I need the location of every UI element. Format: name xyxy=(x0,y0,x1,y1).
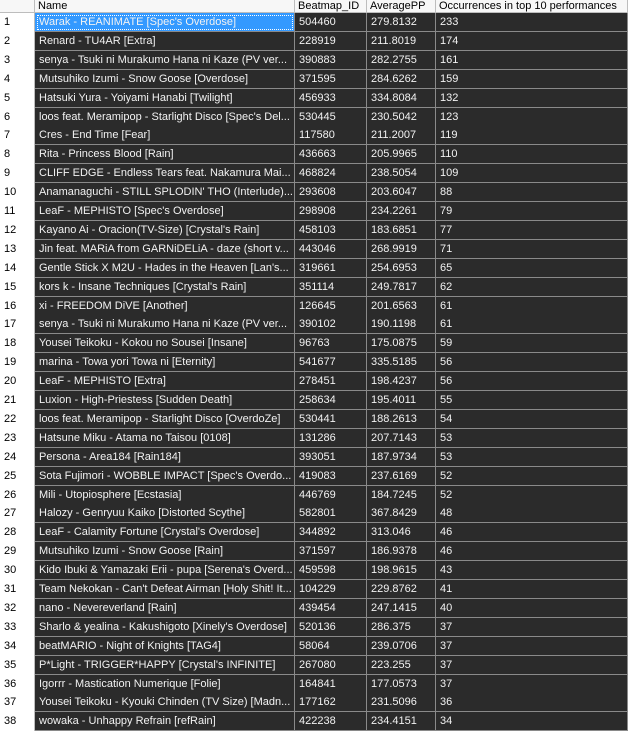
cell-name[interactable]: Yousei Teikoku - Kyouki Chinden (TV Size) [Madn... xyxy=(35,693,295,712)
cell-average-pp[interactable]: 184.7245 xyxy=(367,486,436,505)
cell-average-pp[interactable]: 190.1198 xyxy=(367,315,436,334)
cell-average-pp[interactable]: 230.5042 xyxy=(367,108,436,127)
cell-name[interactable]: kors k - Insane Techniques [Crystal's Rain] xyxy=(35,278,295,297)
row-number[interactable]: 32 xyxy=(0,599,35,618)
cell-beatmap-id[interactable]: 443046 xyxy=(295,240,367,259)
cell-occurrences[interactable]: 48 xyxy=(436,504,628,523)
table-row[interactable] xyxy=(0,637,628,656)
cell-beatmap-id[interactable]: 530441 xyxy=(295,410,367,429)
cell-average-pp[interactable]: 254.6953 xyxy=(367,259,436,278)
row-number[interactable]: 18 xyxy=(0,334,35,353)
row-number[interactable]: 17 xyxy=(0,315,35,334)
cell-occurrences[interactable]: 79 xyxy=(436,202,628,221)
cell-beatmap-id[interactable]: 351114 xyxy=(295,278,367,297)
cell-average-pp[interactable]: 238.5054 xyxy=(367,164,436,183)
cell-beatmap-id[interactable]: 582801 xyxy=(295,504,367,523)
cell-beatmap-id[interactable]: 446769 xyxy=(295,486,367,505)
cell-average-pp[interactable]: 183.6851 xyxy=(367,221,436,240)
table-row[interactable] xyxy=(0,656,628,675)
table-row[interactable] xyxy=(0,353,628,372)
table-row[interactable] xyxy=(0,467,628,486)
cell-beatmap-id[interactable]: 267080 xyxy=(295,656,367,675)
cell-occurrences[interactable]: 36 xyxy=(436,693,628,712)
cell-name[interactable]: Hatsuki Yura - Yoiyami Hanabi [Twilight] xyxy=(35,89,295,108)
table-row[interactable] xyxy=(0,542,628,561)
cell-occurrences[interactable]: 46 xyxy=(436,542,628,561)
cell-beatmap-id[interactable]: 436663 xyxy=(295,145,367,164)
cell-beatmap-id[interactable]: 419083 xyxy=(295,467,367,486)
table-row[interactable] xyxy=(0,89,628,108)
column-header-average-pp[interactable]: AveragePP xyxy=(367,0,436,13)
row-number[interactable]: 22 xyxy=(0,410,35,429)
cell-average-pp[interactable]: 205.9965 xyxy=(367,145,436,164)
column-header-occurrences[interactable]: Occurrences in top 10 performances xyxy=(436,0,628,13)
cell-occurrences[interactable]: 34 xyxy=(436,712,628,731)
cell-average-pp[interactable]: 198.4237 xyxy=(367,372,436,391)
row-number[interactable]: 12 xyxy=(0,221,35,240)
cell-occurrences[interactable]: 37 xyxy=(436,637,628,656)
row-number[interactable]: 25 xyxy=(0,467,35,486)
cell-average-pp[interactable]: 279.8132 xyxy=(367,13,436,32)
cell-beatmap-id[interactable]: 530445 xyxy=(295,108,367,127)
table-row[interactable] xyxy=(0,561,628,580)
cell-occurrences[interactable]: 37 xyxy=(436,618,628,637)
table-row[interactable] xyxy=(0,70,628,89)
cell-occurrences[interactable]: 37 xyxy=(436,656,628,675)
cell-occurrences[interactable]: 61 xyxy=(436,297,628,316)
cell-occurrences[interactable]: 159 xyxy=(436,70,628,89)
cell-beatmap-id[interactable]: 390102 xyxy=(295,315,367,334)
cell-occurrences[interactable]: 161 xyxy=(436,51,628,70)
table-row[interactable] xyxy=(0,278,628,297)
row-number[interactable]: 35 xyxy=(0,656,35,675)
table-row[interactable] xyxy=(0,372,628,391)
cell-beatmap-id[interactable]: 422238 xyxy=(295,712,367,731)
cell-occurrences[interactable]: 53 xyxy=(436,429,628,448)
row-number[interactable]: 28 xyxy=(0,523,35,542)
row-number[interactable]: 1 xyxy=(0,13,35,32)
column-header-name[interactable]: Name xyxy=(35,0,295,13)
row-number[interactable]: 6 xyxy=(0,108,35,127)
cell-average-pp[interactable]: 268.9919 xyxy=(367,240,436,259)
cell-name[interactable]: Anamanaguchi - STILL SPLODIN' THO (Interlude)... xyxy=(35,183,295,202)
cell-occurrences[interactable]: 119 xyxy=(436,126,628,145)
cell-name[interactable]: Igorrr - Mastication Numerique [Folie] xyxy=(35,675,295,694)
cell-beatmap-id[interactable]: 344892 xyxy=(295,523,367,542)
cell-name[interactable]: beatMARIO - Night of Knights [TAG4] xyxy=(35,637,295,656)
cell-average-pp[interactable]: 177.0573 xyxy=(367,675,436,694)
cell-occurrences[interactable]: 59 xyxy=(436,334,628,353)
cell-average-pp[interactable]: 211.8019 xyxy=(367,32,436,51)
cell-beatmap-id[interactable]: 439454 xyxy=(295,599,367,618)
cell-name[interactable]: LeaF - MEPHISTO [Extra] xyxy=(35,372,295,391)
row-number[interactable]: 38 xyxy=(0,712,35,731)
column-header-beatmap-id[interactable]: Beatmap_ID xyxy=(295,0,367,13)
cell-name[interactable]: senya - Tsuki ni Murakumo Hana ni Kaze (PV ver... xyxy=(35,315,295,334)
cell-beatmap-id[interactable]: 456933 xyxy=(295,89,367,108)
cell-name[interactable]: Kido Ibuki & Yamazaki Erii - pupa [Serena's Overd... xyxy=(35,561,295,580)
cell-average-pp[interactable]: 313.046 xyxy=(367,523,436,542)
row-number[interactable]: 23 xyxy=(0,429,35,448)
row-number[interactable]: 24 xyxy=(0,448,35,467)
cell-beatmap-id[interactable]: 459598 xyxy=(295,561,367,580)
row-number[interactable]: 10 xyxy=(0,183,35,202)
cell-beatmap-id[interactable]: 258634 xyxy=(295,391,367,410)
cell-name[interactable]: nano - Nevereverland [Rain] xyxy=(35,599,295,618)
cell-beatmap-id[interactable]: 228919 xyxy=(295,32,367,51)
cell-occurrences[interactable]: 37 xyxy=(436,675,628,694)
row-number[interactable]: 34 xyxy=(0,637,35,656)
cell-average-pp[interactable]: 201.6563 xyxy=(367,297,436,316)
cell-occurrences[interactable]: 174 xyxy=(436,32,628,51)
cell-occurrences[interactable]: 65 xyxy=(436,259,628,278)
cell-average-pp[interactable]: 223.255 xyxy=(367,656,436,675)
row-number[interactable]: 2 xyxy=(0,32,35,51)
cell-name[interactable]: senya - Tsuki ni Murakumo Hana ni Kaze (PV ver... xyxy=(35,51,295,70)
table-row[interactable] xyxy=(0,145,628,164)
cell-average-pp[interactable]: 195.4011 xyxy=(367,391,436,410)
row-number[interactable]: 21 xyxy=(0,391,35,410)
cell-average-pp[interactable]: 284.6262 xyxy=(367,70,436,89)
cell-name[interactable]: Mutsuhiko Izumi - Snow Goose [Overdose] xyxy=(35,70,295,89)
cell-beatmap-id[interactable]: 58064 xyxy=(295,637,367,656)
cell-name[interactable]: Cres - End Time [Fear] xyxy=(35,126,295,145)
cell-beatmap-id[interactable]: 117580 xyxy=(295,126,367,145)
cell-beatmap-id[interactable]: 390883 xyxy=(295,51,367,70)
row-number[interactable]: 20 xyxy=(0,372,35,391)
cell-name[interactable]: P*Light - TRIGGER*HAPPY [Crystal's INFINITE] xyxy=(35,656,295,675)
cell-name[interactable]: Hatsune Miku - Atama no Taisou [0108] xyxy=(35,429,295,448)
cell-occurrences[interactable]: 123 xyxy=(436,108,628,127)
row-number[interactable]: 9 xyxy=(0,164,35,183)
cell-beatmap-id[interactable]: 131286 xyxy=(295,429,367,448)
cell-occurrences[interactable]: 55 xyxy=(436,391,628,410)
cell-occurrences[interactable]: 52 xyxy=(436,467,628,486)
cell-beatmap-id[interactable]: 541677 xyxy=(295,353,367,372)
cell-occurrences[interactable]: 71 xyxy=(436,240,628,259)
cell-average-pp[interactable]: 187.9734 xyxy=(367,448,436,467)
table-row[interactable] xyxy=(0,13,628,32)
row-number[interactable]: 3 xyxy=(0,51,35,70)
cell-beatmap-id[interactable]: 298908 xyxy=(295,202,367,221)
table-row[interactable] xyxy=(0,599,628,618)
cell-occurrences[interactable]: 54 xyxy=(436,410,628,429)
cell-average-pp[interactable]: 335.5185 xyxy=(367,353,436,372)
cell-average-pp[interactable]: 239.0706 xyxy=(367,637,436,656)
cell-beatmap-id[interactable]: 371597 xyxy=(295,542,367,561)
cell-average-pp[interactable]: 237.6169 xyxy=(367,467,436,486)
cell-name[interactable]: Persona - Area184 [Rain184] xyxy=(35,448,295,467)
cell-occurrences[interactable]: 43 xyxy=(436,561,628,580)
table-row[interactable] xyxy=(0,126,628,145)
cell-name[interactable]: LeaF - MEPHISTO [Spec's Overdose] xyxy=(35,202,295,221)
cell-occurrences[interactable]: 62 xyxy=(436,278,628,297)
cell-occurrences[interactable]: 46 xyxy=(436,523,628,542)
cell-name[interactable]: Team Nekokan - Can't Defeat Airman [Holy Shit! It... xyxy=(35,580,295,599)
row-number[interactable]: 14 xyxy=(0,259,35,278)
cell-name[interactable]: Sharlo & yealina - Kakushigoto [Xinely's Overdose] xyxy=(35,618,295,637)
table-row[interactable] xyxy=(0,486,628,505)
cell-beatmap-id[interactable]: 126645 xyxy=(295,297,367,316)
table-row[interactable] xyxy=(0,618,628,637)
table-row[interactable] xyxy=(0,429,628,448)
table-row[interactable] xyxy=(0,32,628,51)
row-number[interactable]: 29 xyxy=(0,542,35,561)
cell-name[interactable]: Jin feat. MARiA from GARNiDELiA - daze (short v... xyxy=(35,240,295,259)
row-number[interactable]: 37 xyxy=(0,693,35,712)
cell-average-pp[interactable]: 282.2755 xyxy=(367,51,436,70)
cell-name[interactable]: loos feat. Meramipop - Starlight Disco [Spec's Del... xyxy=(35,108,295,127)
cell-average-pp[interactable]: 367.8429 xyxy=(367,504,436,523)
cell-name[interactable]: Mutsuhiko Izumi - Snow Goose [Rain] xyxy=(35,542,295,561)
table-row[interactable] xyxy=(0,108,628,127)
row-number[interactable]: 5 xyxy=(0,89,35,108)
table-row[interactable] xyxy=(0,315,628,334)
row-number[interactable]: 15 xyxy=(0,278,35,297)
header-row xyxy=(0,0,628,13)
cell-beatmap-id[interactable]: 278451 xyxy=(295,372,367,391)
cell-occurrences[interactable]: 53 xyxy=(436,448,628,467)
cell-name[interactable]: Halozy - Genryuu Kaiko [Distorted Scythe] xyxy=(35,504,295,523)
table-row[interactable] xyxy=(0,183,628,202)
cell-occurrences[interactable]: 77 xyxy=(436,221,628,240)
cell-average-pp[interactable]: 203.6047 xyxy=(367,183,436,202)
table-row[interactable] xyxy=(0,221,628,240)
table-row[interactable] xyxy=(0,675,628,694)
cell-average-pp[interactable]: 207.7143 xyxy=(367,429,436,448)
cell-average-pp[interactable]: 231.5096 xyxy=(367,693,436,712)
table-row[interactable] xyxy=(0,391,628,410)
cell-average-pp[interactable]: 211.2007 xyxy=(367,126,436,145)
cell-occurrences[interactable]: 233 xyxy=(436,13,628,32)
row-number[interactable]: 36 xyxy=(0,675,35,694)
row-number[interactable]: 16 xyxy=(0,297,35,316)
cell-name[interactable]: xi - FREEDOM DiVE [Another] xyxy=(35,297,295,316)
cell-beatmap-id[interactable]: 319661 xyxy=(295,259,367,278)
cell-beatmap-id[interactable]: 104229 xyxy=(295,580,367,599)
cell-average-pp[interactable]: 186.9378 xyxy=(367,542,436,561)
table-row[interactable] xyxy=(0,164,628,183)
corner-cell[interactable] xyxy=(0,0,35,13)
row-number[interactable]: 27 xyxy=(0,504,35,523)
cell-occurrences[interactable]: 40 xyxy=(436,599,628,618)
row-number[interactable]: 31 xyxy=(0,580,35,599)
cell-occurrences[interactable]: 61 xyxy=(436,315,628,334)
cell-beatmap-id[interactable]: 393051 xyxy=(295,448,367,467)
cell-beatmap-id[interactable]: 96763 xyxy=(295,334,367,353)
cell-beatmap-id[interactable]: 164841 xyxy=(295,675,367,694)
cell-name[interactable]: loos feat. Meramipop - Starlight Disco [OverdoZe] xyxy=(35,410,295,429)
cell-occurrences[interactable]: 109 xyxy=(436,164,628,183)
row-number[interactable]: 30 xyxy=(0,561,35,580)
table-row[interactable] xyxy=(0,448,628,467)
row-number[interactable]: 13 xyxy=(0,240,35,259)
cell-beatmap-id[interactable]: 177162 xyxy=(295,693,367,712)
cell-average-pp[interactable]: 175.0875 xyxy=(367,334,436,353)
cell-name[interactable]: Mili - Utopiosphere [Ecstasia] xyxy=(35,486,295,505)
table-row[interactable] xyxy=(0,523,628,542)
cell-occurrences[interactable]: 56 xyxy=(436,372,628,391)
table-row[interactable] xyxy=(0,334,628,353)
cell-name[interactable]: Warak - REANIMATE [Spec's Overdose] xyxy=(35,13,295,32)
cell-occurrences[interactable]: 56 xyxy=(436,353,628,372)
cell-occurrences[interactable]: 52 xyxy=(436,486,628,505)
cell-beatmap-id[interactable]: 293608 xyxy=(295,183,367,202)
row-number[interactable]: 26 xyxy=(0,486,35,505)
cell-name[interactable]: Rita - Princess Blood [Rain] xyxy=(35,145,295,164)
row-number[interactable]: 33 xyxy=(0,618,35,637)
cell-name[interactable]: LeaF - Calamity Fortune [Crystal's Overdose] xyxy=(35,523,295,542)
cell-name[interactable]: Gentle Stick X M2U - Hades in the Heaven [Lan's... xyxy=(35,259,295,278)
cell-average-pp[interactable]: 234.4151 xyxy=(367,712,436,731)
cell-average-pp[interactable]: 247.1415 xyxy=(367,599,436,618)
cell-occurrences[interactable]: 41 xyxy=(436,580,628,599)
cell-name[interactable]: Sota Fujimori - WOBBLE IMPACT [Spec's Overdo... xyxy=(35,467,295,486)
cell-average-pp[interactable]: 188.2613 xyxy=(367,410,436,429)
table-row[interactable] xyxy=(0,504,628,523)
row-number[interactable]: 19 xyxy=(0,353,35,372)
cell-name[interactable]: marina - Towa yori Towa ni [Eternity] xyxy=(35,353,295,372)
cell-beatmap-id[interactable]: 468824 xyxy=(295,164,367,183)
row-number[interactable]: 7 xyxy=(0,126,35,145)
table-row[interactable] xyxy=(0,712,628,731)
table-row[interactable] xyxy=(0,410,628,429)
cell-beatmap-id[interactable]: 371595 xyxy=(295,70,367,89)
cell-average-pp[interactable]: 286.375 xyxy=(367,618,436,637)
cell-beatmap-id[interactable]: 520136 xyxy=(295,618,367,637)
table-row[interactable] xyxy=(0,580,628,599)
row-number[interactable]: 4 xyxy=(0,70,35,89)
cell-occurrences[interactable]: 132 xyxy=(436,89,628,108)
cell-average-pp[interactable]: 334.8084 xyxy=(367,89,436,108)
cell-average-pp[interactable]: 234.2261 xyxy=(367,202,436,221)
cell-name[interactable]: Kayano Ai - Oracion(TV-Size) [Crystal's Rain] xyxy=(35,221,295,240)
cell-occurrences[interactable]: 88 xyxy=(436,183,628,202)
table-row[interactable] xyxy=(0,240,628,259)
row-number[interactable]: 11 xyxy=(0,202,35,221)
cell-name[interactable]: Renard - TU4AR [Extra] xyxy=(35,32,295,51)
table-row[interactable] xyxy=(0,693,628,712)
table-row[interactable] xyxy=(0,259,628,278)
table-row[interactable] xyxy=(0,51,628,70)
cell-beatmap-id[interactable]: 458103 xyxy=(295,221,367,240)
cell-name[interactable]: Luxion - High-Priestess [Sudden Death] xyxy=(35,391,295,410)
cell-name[interactable]: wowaka - Unhappy Refrain [refRain] xyxy=(35,712,295,731)
cell-average-pp[interactable]: 198.9615 xyxy=(367,561,436,580)
cell-average-pp[interactable]: 249.7817 xyxy=(367,278,436,297)
cell-beatmap-id[interactable]: 504460 xyxy=(295,13,367,32)
cell-occurrences[interactable]: 110 xyxy=(436,145,628,164)
cell-average-pp[interactable]: 229.8762 xyxy=(367,580,436,599)
table-row[interactable] xyxy=(0,297,628,316)
cell-name[interactable]: CLIFF EDGE - Endless Tears feat. Nakamura Mai... xyxy=(35,164,295,183)
table-row[interactable] xyxy=(0,202,628,221)
row-number[interactable]: 8 xyxy=(0,145,35,164)
cell-name[interactable]: Yousei Teikoku - Kokou no Sousei [Insane] xyxy=(35,334,295,353)
